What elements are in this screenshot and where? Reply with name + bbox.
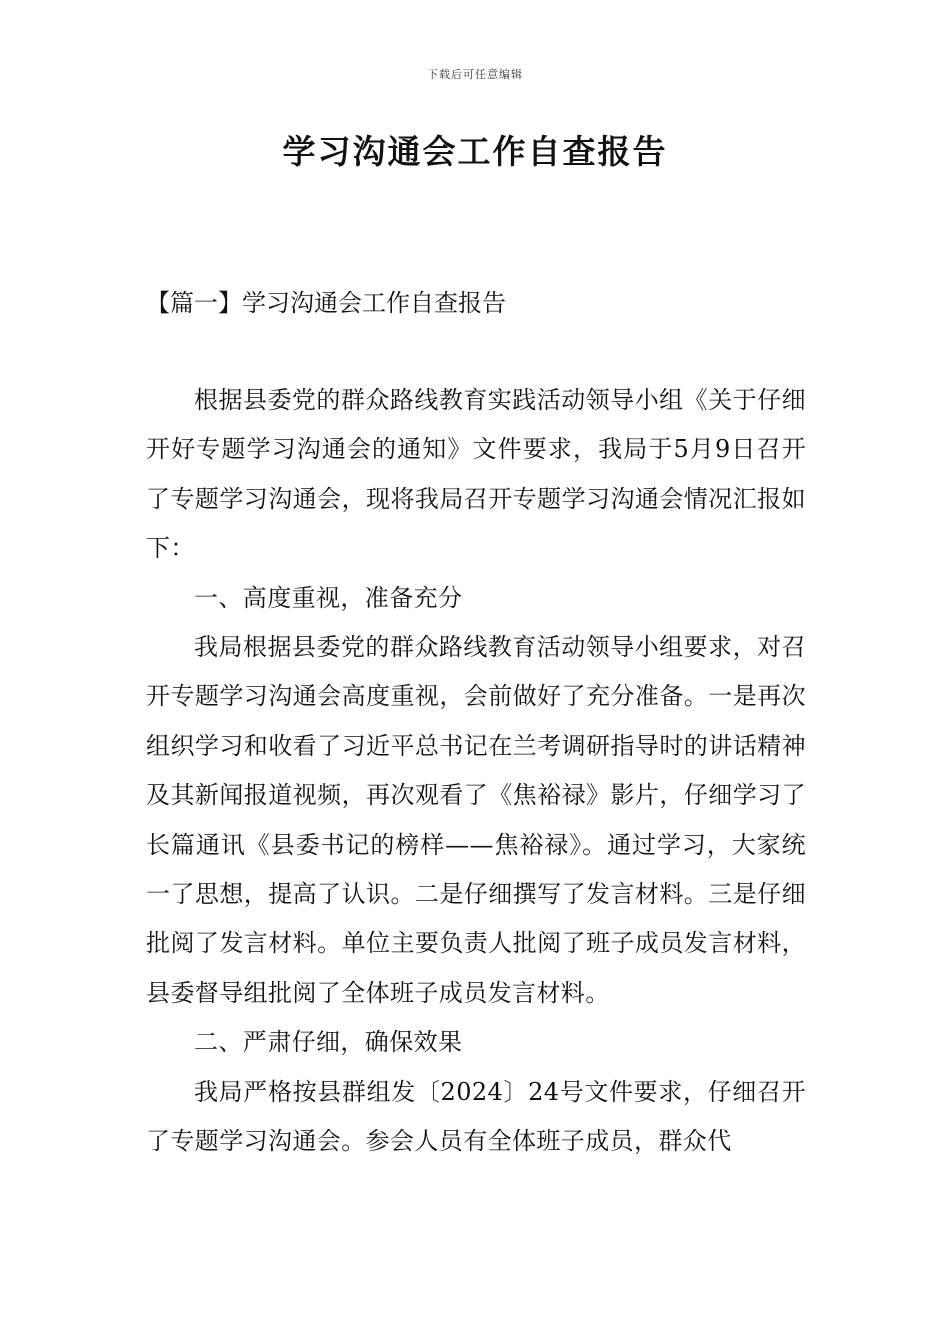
paragraph-intro: 根据县委党的群众路线教育实践活动领导小组《关于仔细开好专题学习沟通会的通知》文件要求，我局于5月9日召开了专题学习沟通会，现将我局召开专题学习沟通会情况汇报如下： [146, 386, 806, 563]
document-body [146, 376, 806, 1167]
paragraph-meeting: 我局严格按县群组发〔2024〕24号文件要求，仔细召开了专题学习沟通会。参会人员有全体班子成员，群众代 [146, 1077, 806, 1156]
subheading-2: 二、严肃仔细，确保效果 [194, 1028, 463, 1057]
paragraph-preparation: 我局根据县委党的群众路线教育活动领导小组要求，对召开专题学习沟通会高度重视，会前做好了充分准备。一是再次组织学习和收看了习近平总书记在兰考调研指导时的讲话精神及其新闻报道视频，再次观看了《焦裕禄》影片，仔细学习了长篇通讯《县委书记的榜样——焦裕禄》。通过学习，大家统一了思想，提高了认识。二是仔细撰写了发言材料。三是仔细批阅了发言材料。单位主要负责人批阅了班子成员发言材料，县委督导组批阅了全体班子成员发言材料。 [146, 633, 806, 1007]
subheading-1: 一、高度重视，准备充分 [194, 583, 463, 612]
section-heading: 【篇一】学习沟通会工作自查报告 [146, 289, 506, 317]
document-title: 学习沟通会工作自查报告 [282, 132, 668, 171]
header-note: 下载后可任意编辑 [427, 68, 523, 81]
